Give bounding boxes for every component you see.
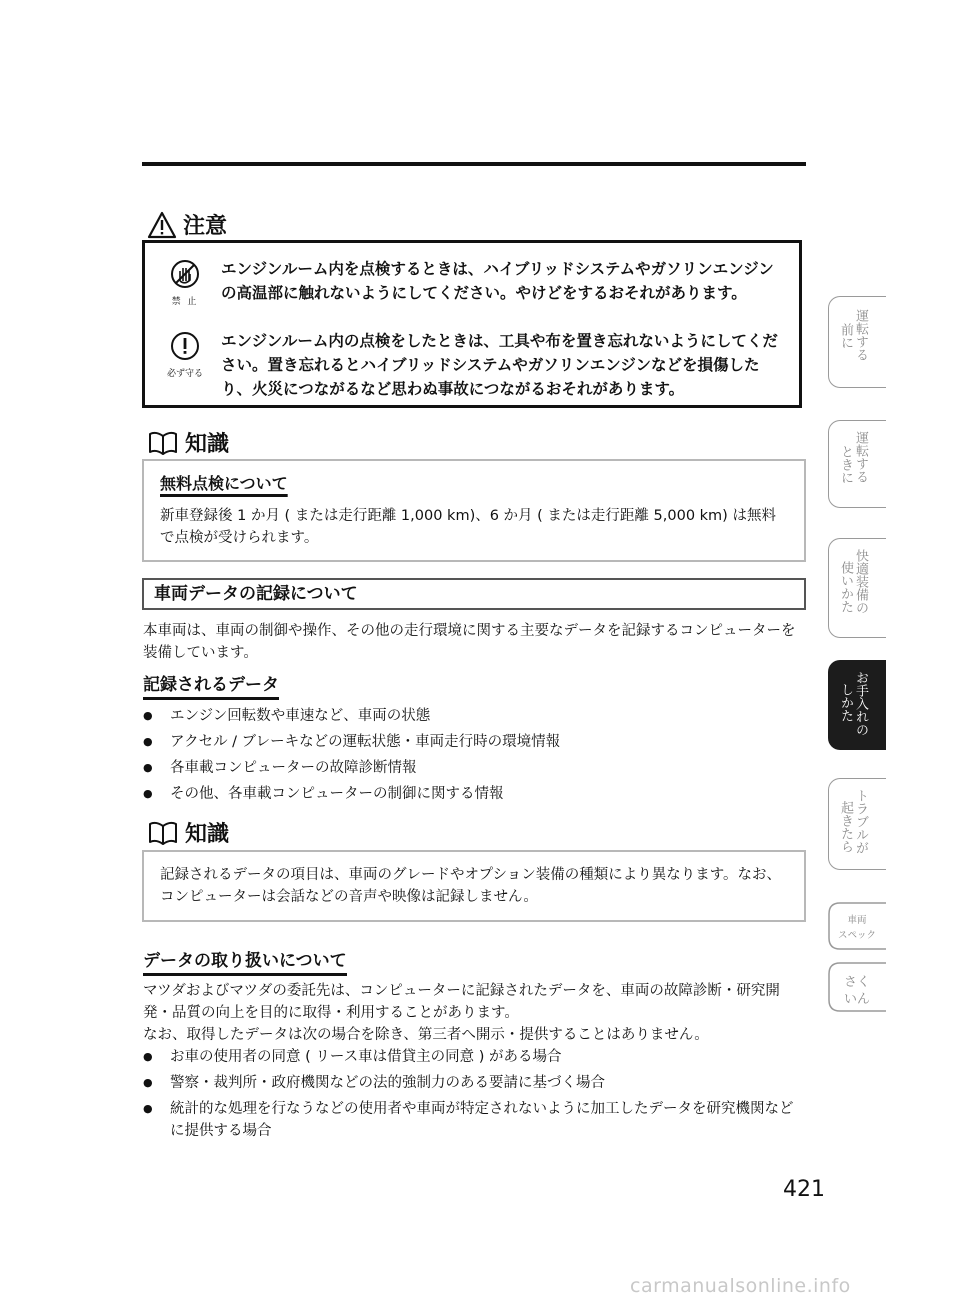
tab-label-right: 運転する bbox=[853, 431, 868, 483]
tab-when-driving[interactable] bbox=[828, 420, 886, 508]
tab-label-left: しかた bbox=[838, 683, 853, 722]
list-item: ● お車の使用者の同意 ( リース車は借貸主の同意 ) がある場合 bbox=[143, 1046, 807, 1068]
tab-troubleshooting[interactable] bbox=[828, 778, 886, 870]
tab-spec-line1: 車両 bbox=[847, 915, 867, 926]
section-title: 車両データの記録について bbox=[154, 584, 358, 604]
exclamation-circle-icon bbox=[170, 331, 200, 361]
data-handling-list bbox=[143, 1046, 807, 1142]
knowledge-title-1: 知識 bbox=[185, 432, 230, 457]
mandatory-label: 必ず守る bbox=[166, 369, 203, 379]
list-item: ● エンジン回転数や車速など、車両の状態 bbox=[143, 705, 807, 727]
data-handling-para-1: マツダおよびマツダの委託先は、コンピューターに記録されたデータを、車両の故障診断・研究開発・品質の向上を目的に取得・利用することがあります。 bbox=[143, 983, 780, 1021]
data-handling-heading: データの取り扱いについて bbox=[143, 946, 347, 976]
recorded-items-note-box bbox=[142, 850, 806, 922]
knowledge-title-2: 知識 bbox=[185, 822, 230, 847]
list-item: ● 警察・裁判所・政府機関などの法的強制力のある要請に基づく場合 bbox=[143, 1072, 807, 1094]
recorded-data-heading: 記録されるデータ bbox=[143, 670, 279, 700]
tab-label-right: トラブルが bbox=[853, 789, 868, 854]
recorded-data-list bbox=[143, 705, 807, 805]
free-inspection-title: 無料点検について bbox=[160, 474, 288, 493]
tab-before-driving[interactable] bbox=[828, 296, 886, 388]
open-book-icon bbox=[147, 430, 179, 456]
section-intro: 本車両は、車両の制御や操作、その他の走行環境に関する主要なデータを記録するコンピューターを装備しています。 bbox=[143, 623, 796, 661]
tab-label-right: 快適装備の bbox=[853, 549, 868, 614]
warning-triangle-icon bbox=[147, 211, 177, 239]
tab-label-left: 前に bbox=[838, 323, 853, 349]
data-handling-para-2: なお、取得したデータは次の場合を除き、第三者へ開示・提供することはありません。 bbox=[143, 1027, 709, 1043]
tab-label-left: 起きたら bbox=[838, 801, 853, 853]
tab-index-line2: いん bbox=[843, 992, 870, 1007]
open-book-icon bbox=[147, 820, 179, 846]
caution-text-2: エンジンルーム内の点検をしたときは、工具や布を置き忘れないようにしてください。置き忘れるとハイブリッドシステムやガソリンエンジンなどを損傷したり、火災につながるなど思わぬ事故につながるおそれがあります。 bbox=[221, 332, 778, 398]
caution-box bbox=[142, 240, 802, 408]
list-item: ● アクセル / ブレーキなどの運転状態・車両走行時の環境情報 bbox=[143, 731, 807, 753]
free-inspection-box bbox=[142, 459, 806, 562]
tab-maintenance[interactable] bbox=[828, 660, 886, 750]
tab-vehicle-spec[interactable] bbox=[828, 902, 886, 950]
tab-label-right: 運転する bbox=[853, 309, 868, 361]
prohibited-label: 禁 止 bbox=[171, 297, 199, 307]
list-item: ● その他、各車載コンピューターの制御に関する情報 bbox=[143, 783, 807, 805]
list-item: ● 各車載コンピューターの故障診断情報 bbox=[143, 757, 807, 779]
tab-label-left: ときに bbox=[838, 445, 853, 484]
tab-label-left: 使いかた bbox=[838, 561, 853, 613]
free-inspection-body: 新車登録後 1 か月 ( または走行距離 1,000 km)、6 か月 ( または走行距離 5,000 km) は無料で点検が受けられます。 bbox=[160, 508, 776, 546]
top-rule bbox=[142, 162, 806, 166]
caution-heading bbox=[147, 209, 227, 240]
page-number: 421 bbox=[783, 1177, 825, 1202]
tab-outline bbox=[828, 902, 886, 950]
caution-title: 注意 bbox=[183, 214, 228, 239]
tab-index-line1: さく bbox=[843, 975, 870, 990]
tab-spec-line2: スペック bbox=[837, 930, 876, 941]
section-title-box bbox=[142, 578, 806, 610]
no-touch-icon bbox=[170, 259, 200, 289]
prohibited-icon-wrap bbox=[163, 259, 207, 307]
mandatory-icon-wrap bbox=[163, 331, 207, 379]
tab-comfort-equipment[interactable] bbox=[828, 538, 886, 638]
tab-index[interactable] bbox=[828, 962, 886, 1012]
knowledge-heading-1 bbox=[147, 427, 229, 458]
tab-label-right: お手入れの bbox=[853, 671, 868, 736]
caution-text-1: エンジンルーム内を点検するときは、ハイブリッドシステムやガソリンエンジンの高温部に触れないようにしてください。やけどをするおそれがあります。 bbox=[221, 260, 774, 302]
recorded-items-note: 記録されるデータの項目は、車両のグレードやオプション装備の種類により異なります。なお、コンピューターは会話などの音声や映像は記録しません。 bbox=[160, 867, 782, 905]
list-item: ● 統計的な処理を行なうなどの使用者や車両が特定されないように加工したデータを研究機関などに提供する場合 bbox=[143, 1098, 807, 1142]
watermark: carmanualsonline.info bbox=[630, 1275, 851, 1297]
knowledge-heading-2 bbox=[147, 817, 229, 848]
